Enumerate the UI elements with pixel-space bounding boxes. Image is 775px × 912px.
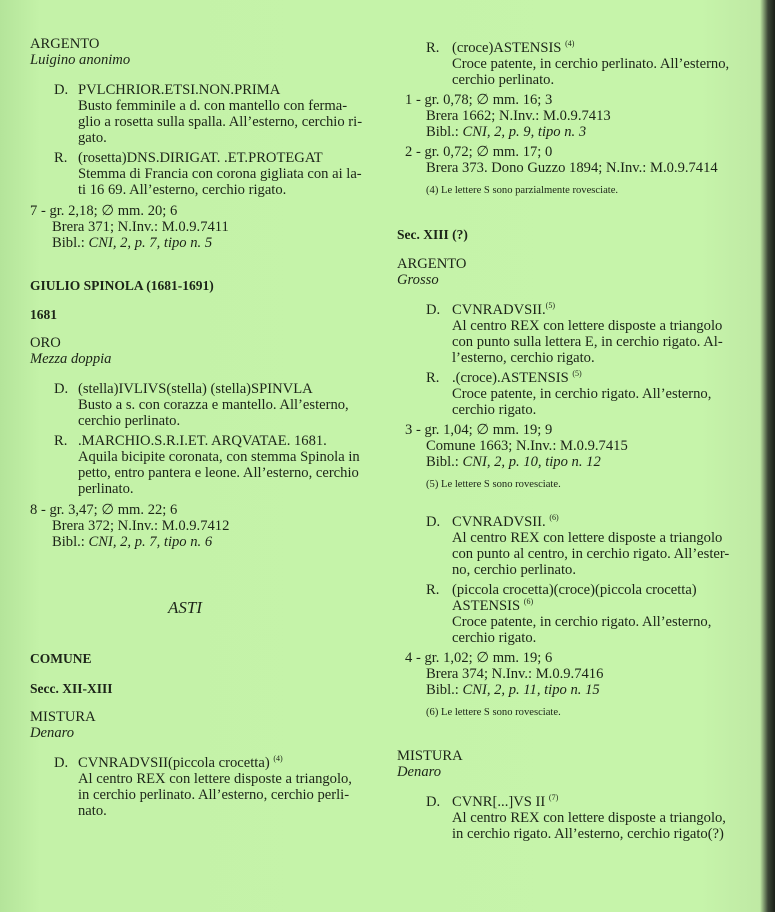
catalog-inventory: Brera 371; N.Inv.: M.0.9.7411 (52, 219, 229, 235)
obverse-description: cerchio perlinato. (78, 413, 181, 429)
catalog-entry: 8 - gr. 3,47; ∅ mm. 22; 6 (30, 502, 178, 518)
obverse-description: con punto sulla lettera E, in cerchio rigato. Al- (452, 334, 723, 350)
reverse-description: petto, entro pantera e leone. All’esterno, cerchio (78, 465, 359, 481)
catalog-inventory: Brera 372; N.Inv.: M.0.9.7412 (52, 518, 230, 534)
obverse-legend: CVNRADVSII(piccola crocetta) $^{(4)}$ (78, 754, 283, 771)
obverse-description: glio a rosetta sulla spalla. All’esterno, cerchio ri- (78, 114, 363, 130)
catalog-entry: 7 - gr. 2,18; ∅ mm. 20; 6 (30, 203, 178, 219)
bibliography: Bibl.: CNI, 2, p. 11, tipo n. 15 (426, 682, 600, 698)
obverse-description: in cerchio perlinato. All’esterno, cerchio perli- (78, 787, 350, 803)
reverse-legend: (rosetta)DNS.DIRIGAT. .ET.PROTEGAT (78, 150, 323, 166)
metal-heading: MISTURA (397, 748, 463, 764)
reverse-description: Croce patente, in cerchio perlinato. All’esterno, (452, 56, 730, 72)
reverse-legend: ASTENSIS $^{(6)}$ (452, 597, 534, 614)
obverse-label: D. (426, 302, 441, 318)
reverse-description: Stemma di Francia con corona gigliata con ai la- (78, 166, 362, 182)
obverse-description: no, cerchio perlinato. (452, 562, 576, 578)
obverse-label: D. (54, 755, 69, 771)
footnote: (6) Le lettere S sono rovesciate. (426, 707, 561, 718)
reverse-label: R. (54, 433, 68, 449)
obverse-label: D. (426, 514, 441, 530)
reverse-label: R. (54, 150, 68, 166)
obverse-description: Busto femminile a d. con mantello con ferma- (78, 98, 348, 114)
footnote: (4) Le lettere S sono parzialmente rovesciate. (426, 185, 619, 196)
obverse-label: D. (54, 381, 69, 397)
reverse-description: Aquila bicipite coronata, con stemma Spinola in (78, 449, 360, 465)
catalog-entry: 1 - gr. 0,78; ∅ mm. 16; 3 (405, 92, 553, 108)
metal-heading: ARGENTO (397, 256, 467, 272)
year-heading: 1681 (30, 307, 57, 322)
reverse-description: cerchio rigato. (452, 630, 537, 646)
obverse-description: con punto al centro, in cerchio rigato. All’ester- (452, 546, 730, 562)
bibliography: Bibl.: CNI, 2, p. 10, tipo n. 12 (426, 454, 601, 470)
denomination-subheading: Mezza doppia (30, 351, 112, 367)
metal-heading: ORO (30, 335, 61, 351)
obverse-label: D. (426, 794, 441, 810)
obverse-legend: CVNRADVSII. $^{(6)}$ (452, 513, 559, 530)
metal-heading: ARGENTO (30, 36, 100, 52)
period-heading: Sec. XIII (?) (397, 227, 468, 242)
reverse-legend: .MARCHIO.S.R.I.ET. ARQVATAE. 1681. (78, 433, 327, 449)
obverse-description: Busto a s. con corazza e mantello. All’esterno, (78, 397, 349, 413)
catalog-inventory: Brera 374; N.Inv.: M.0.9.7416 (426, 666, 604, 682)
obverse-description: Al centro REX con lettere disposte a triangolo (452, 318, 723, 334)
denomination-subheading: Grosso (397, 272, 439, 288)
obverse-description: Al centro REX con lettere disposte a triangolo, (452, 810, 726, 826)
section-heading: GIULIO SPINOLA (1681-1691) (30, 278, 214, 293)
ruler-subheading: Luigino anonimo (30, 52, 131, 68)
reverse-description: Croce patente, in cerchio rigato. All’esterno, (452, 386, 712, 402)
reverse-description: cerchio perlinato. (452, 72, 555, 88)
reverse-label: R. (426, 582, 440, 598)
catalog-inventory: Comune 1663; N.Inv.: M.0.9.7415 (426, 438, 628, 454)
obverse-legend: (stella)IVLIVS(stella) (stella)SPINVLA (78, 381, 313, 397)
obverse-legend: PVLCHRIOR.ETSI.NON.PRIMA (78, 82, 281, 98)
denomination-subheading: Denaro (30, 725, 75, 741)
section-heading: COMUNE (30, 651, 92, 666)
city-heading: ASTI (168, 598, 202, 617)
bibliography: Bibl.: CNI, 2, p. 7, tipo n. 5 (52, 235, 213, 251)
obverse-label: D. (54, 82, 69, 98)
obverse-description: Al centro REX con lettere disposte a triangolo, (78, 771, 352, 787)
metal-heading: MISTURA (30, 709, 96, 725)
obverse-description: Al centro REX con lettere disposte a triangolo (452, 530, 723, 546)
reverse-legend: (piccola crocetta)(croce)(piccola crocetta) (452, 582, 697, 598)
catalog-entry: 3 - gr. 1,04; ∅ mm. 19; 9 (405, 422, 553, 438)
obverse-legend: CVNR[...]VS II $^{(7)}$ (452, 793, 559, 810)
obverse-legend: CVNRADVSII.$^{(5)}$ (452, 301, 555, 318)
obverse-description: l’esterno, cerchio rigato. (452, 350, 595, 366)
catalog-entry: 2 - gr. 0,72; ∅ mm. 17; 0 (405, 144, 553, 160)
bibliography: Bibl.: CNI, 2, p. 9, tipo n. 3 (426, 124, 587, 140)
reverse-description: cerchio rigato. (452, 402, 537, 418)
period-heading: Secc. XII-XIII (30, 681, 113, 696)
catalog-inventory: Brera 373. Dono Guzzo 1894; N.Inv.: M.0.9.7414 (426, 160, 718, 176)
bibliography: Bibl.: CNI, 2, p. 7, tipo n. 6 (52, 534, 213, 550)
reverse-label: R. (426, 40, 440, 56)
reverse-description: Croce patente, in cerchio rigato. All’esterno, (452, 614, 712, 630)
footnote: (5) Le lettere S sono rovesciate. (426, 479, 561, 490)
obverse-description: nato. (78, 803, 107, 819)
obverse-description: gato. (78, 130, 107, 146)
reverse-label: R. (426, 370, 440, 386)
reverse-legend: .(croce).ASTENSIS $^{(5)}$ (452, 369, 582, 386)
denomination-subheading: Denaro (397, 764, 442, 780)
catalog-entry: 4 - gr. 1,02; ∅ mm. 19; 6 (405, 650, 553, 666)
catalog-inventory: Brera 1662; N.Inv.: M.0.9.7413 (426, 108, 611, 124)
obverse-description: in cerchio rigato. All’esterno, cerchio rigato(?) (452, 826, 724, 842)
reverse-legend: (croce)ASTENSIS $^{(4)}$ (452, 39, 575, 56)
reverse-description: ti 16 69. All’esterno, cerchio rigato. (78, 182, 287, 198)
reverse-description: perlinato. (78, 481, 134, 497)
